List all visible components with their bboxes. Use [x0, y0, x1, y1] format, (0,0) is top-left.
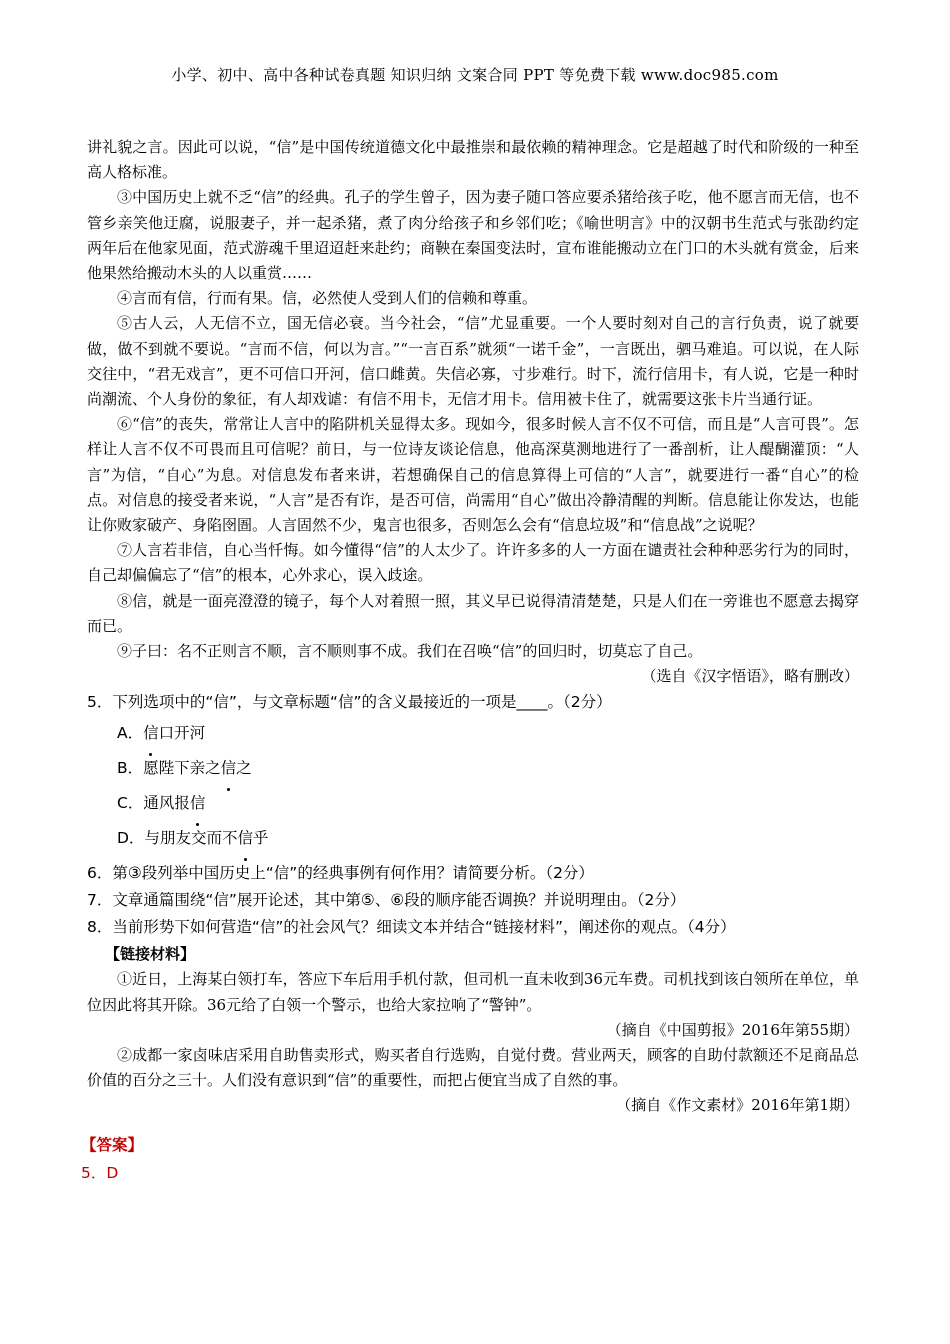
option-b [87, 751, 859, 786]
emphasized-char: 信 [221, 751, 237, 786]
option-text-before: 愿陛下亲之 [143, 759, 221, 778]
option-text-after: 口开河 [158, 724, 206, 743]
option-text-before: 通风报 [143, 794, 190, 813]
article-paragraph: ⑦人言若非信，自心当忏悔。如今懂得“信”的人太少了。许许多多的人一方面在谴责社会种种恶劣行为的同时，自己却偏偏忘了“信”的根本，心外求心，误入歧途。 [87, 541, 859, 585]
page-header: 小学、初中、高中各种试卷真题 知识归纳 文案合同 PPT 等免费下载 www.doc985.com [171, 66, 779, 84]
article-source: （选自《汉字悟语》，略有删改） [641, 667, 859, 686]
option-text-before: 与朋友交而不 [144, 829, 238, 848]
answer-value: 5．D [81, 1163, 119, 1182]
option-text-after: 之 [236, 759, 252, 778]
question-7: 7．文章通篇围绕“信”展开论述，其中第⑤、⑥段的顺序能否调换？并说明理由。（2分） [87, 891, 686, 910]
option-c [87, 786, 859, 821]
article-body [87, 135, 859, 689]
link-material-item: ②成都一家卤味店采用自助售卖形式，购买者自行选购，自觉付费。营业两天，顾客的自助付款额还不足商品总价值的百分之三十。人们没有意识到“信”的重要性，而把占便宜当成了自然的事。 [87, 1046, 859, 1090]
link-material-source: （摘自《中国剪报》2016年第55期） [606, 1020, 859, 1039]
article-paragraph: ⑥“信”的丧失，常常让人言中的陷阱机关显得太多。现如今，很多时候人言不仅不可信，而且是“人言可畏”。怎样让人言不仅不可畏而且可信呢？前日，与一位诗友谈论信息，他高深莫测地进行了一番剖析，让人醍醐灌顶：“人言”为信，“自心”为息。对信息发布者来讲，若想确保自己的信息算得上可信的“人言”，就要进行一番“自心”的检点。对信息的接受者来说，“人言”是否有诈，是否可信，尚需用“自心”做出冷静清醒的判断。信息能让你发达，也能让你败家破产、身陷囹圄。人言固然不少，鬼言也很多，否则怎么会有“信息垃圾”和“信息战”之说呢？ [87, 415, 859, 535]
answer-section [81, 1131, 859, 1187]
answer-label: 【答案】 [81, 1135, 144, 1154]
option-a [87, 716, 859, 751]
link-material-source: （摘自《作文素材》2016年第1期） [616, 1096, 859, 1115]
option-d [87, 821, 859, 856]
article-paragraph: ⑨子曰：名不正则言不顺，言不顺则事不成。我们在召唤“信”的回归时，切莫忘了自己。 [117, 642, 703, 661]
emphasized-char: 信 [237, 821, 253, 856]
question-section [87, 689, 859, 941]
article-paragraph: ③中国历史上就不乏“信”的经典。孔子的学生曾子，因为妻子随口答应要杀猪给孩子吃，他不愿言而无信，也不管乡亲笑他迂腐，说服妻子，并一起杀猪，煮了肉分给孩子和乡邻们吃；《喻世明言》中的汉朝书生范式与张劭约定两年后在他家见面，范式游魂千里迢迢赶来赴约；商鞅在秦国变法时，宣布谁能搬动立在门口的木头就有赏金，后来他果然给搬动木头的人以重赏…… [87, 188, 859, 283]
option-text-after: 乎 [252, 829, 269, 848]
link-material [87, 941, 859, 1118]
link-material-item: ①近日，上海某白领打车，答应下车后用手机付款，但司机一直未收到36元车费。司机找到该白领所在单位，单位因此将其开除。36元给了白领一个警示，也给大家拉响了“警钟”。 [87, 970, 859, 1014]
emphasized-char: 信 [143, 716, 159, 751]
question-6: 6．第③段列举中国历史上“信”的经典事例有何作用？请简要分析。（2分） [87, 864, 594, 883]
question-8: 8．当前形势下如何营造“信”的社会风气？细读文本并结合“链接材料”，阐述你的观点。（4分） [87, 918, 736, 937]
page-content [81, 135, 859, 1187]
question-5: 5．下列选项中的“信”，与文章标题“信”的含义最接近的一项是____。（2分） [87, 693, 612, 712]
option-label: A． [117, 724, 144, 743]
article-paragraph: ⑧信，就是一面亮澄澄的镜子，每个人对着照一照，其义早已说得清清楚楚，只是人们在一旁谁也不愿意去揭穿而已。 [87, 591, 859, 635]
option-label: B． [117, 759, 144, 778]
link-material-title: 【链接材料】 [105, 945, 196, 964]
option-label: D． [117, 829, 145, 848]
article-paragraph: ⑤古人云，人无信不立，国无信必衰。当今社会，“信”尤显重要。一个人要时刻对自己的言行负责，说了就要做，做不到就不要说。“言而不信，何以为言。”“一言百系”就须“一诺千金”，一言既出，驷马难追。可以说，在人际交往中，“君无戏言”，更不可信口开河，信口雌黄。失信必寡，寸步难行。时下，流行信用卡，有人说，它是一种时尚潮流、个人身份的象征，有人却戏谑：有信不用卡，无信才用卡。信用被卡住了，就需要这张卡片当通行证。 [87, 314, 859, 409]
emphasized-char: 信 [190, 786, 206, 821]
option-label: C． [117, 794, 144, 813]
article-paragraph: ④言而有信，行而有果。信，必然使人受到人们的信赖和尊重。 [117, 289, 538, 308]
article-paragraph: 讲礼貌之言。因此可以说，“信”是中国传统道德文化中最推崇和最依赖的精神理念。它是超越了时代和阶级的一种至高人格标准。 [87, 138, 859, 182]
